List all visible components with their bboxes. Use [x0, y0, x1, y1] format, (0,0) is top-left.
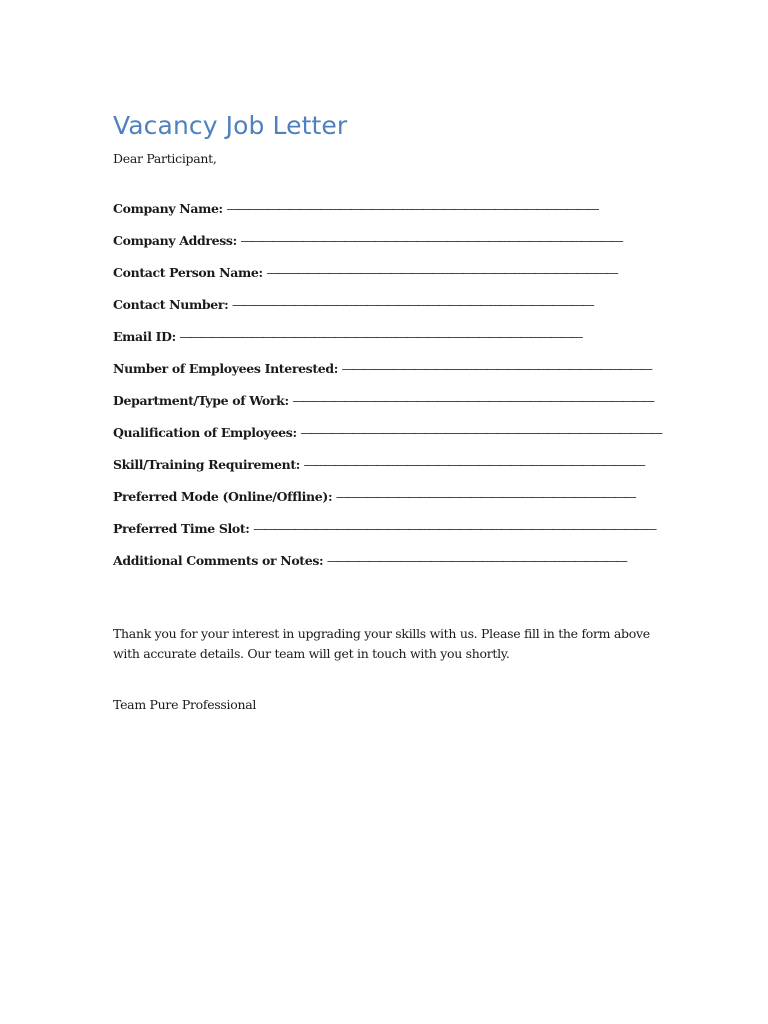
fill-in-line: ——————————————————————————————————————— — [253, 521, 655, 536]
fill-in-line: ————————————————————————————————— — [303, 457, 644, 472]
field-row-preferred-mode — [113, 486, 673, 518]
field-label: Contact Number: — [113, 297, 229, 312]
field-row-preferred-time-slot — [113, 518, 673, 550]
field-label: Company Name: — [113, 201, 223, 216]
letter-page — [113, 106, 673, 715]
field-row-contact-person-name — [113, 262, 673, 294]
form-fields — [113, 198, 673, 582]
letter-signature: Team Pure Professional — [113, 697, 257, 712]
field-label: Number of Employees Interested: — [113, 361, 339, 376]
letter-greeting: Dear Participant, — [113, 151, 217, 166]
field-label: Preferred Time Slot: — [113, 521, 250, 536]
field-row-skill-training — [113, 454, 673, 486]
fill-in-line: ———————————————————————————————————— — [226, 201, 598, 216]
field-label: Qualification of Employees: — [113, 425, 297, 440]
field-row-company-name — [113, 198, 673, 230]
closing-paragraph: Thank you for your interest in upgrading your skills with us. Please fill in the form above with accurate details. Our team will get in touch with you shortly. — [113, 626, 650, 661]
field-label: Email ID: — [113, 329, 176, 344]
field-row-department-type-of-work — [113, 390, 673, 422]
fill-in-line: ——————————————————————————————————— — [300, 425, 661, 440]
field-row-company-address — [113, 230, 673, 262]
fill-in-line: ——————————————————————————————————— — [292, 393, 653, 408]
field-row-additional-comments — [113, 550, 673, 582]
letter-title: Vacancy Job Letter — [113, 111, 348, 140]
field-row-number-of-employees — [113, 358, 673, 390]
field-label: Additional Comments or Notes: — [113, 553, 324, 568]
field-label: Department/Type of Work: — [113, 393, 289, 408]
field-row-qualification — [113, 422, 673, 454]
fill-in-line: ——————————————————————————————————————— — [179, 329, 582, 344]
fill-in-line: ————————————————————————————— — [335, 489, 635, 504]
fill-in-line: ————————————————————————————— — [326, 553, 626, 568]
field-label: Contact Person Name: — [113, 265, 263, 280]
field-label: Skill/Training Requirement: — [113, 457, 301, 472]
field-row-email-id — [113, 326, 673, 358]
fill-in-line: —————————————————————————————————— — [266, 265, 617, 280]
field-row-contact-number — [113, 294, 673, 326]
fill-in-line: ——————————————————————————————————— — [232, 297, 593, 312]
fill-in-line: —————————————————————————————— — [341, 361, 651, 376]
field-label: Company Address: — [113, 233, 237, 248]
field-label: Preferred Mode (Online/Offline): — [113, 489, 333, 504]
fill-in-line: ————————————————————————————————————— — [240, 233, 622, 248]
